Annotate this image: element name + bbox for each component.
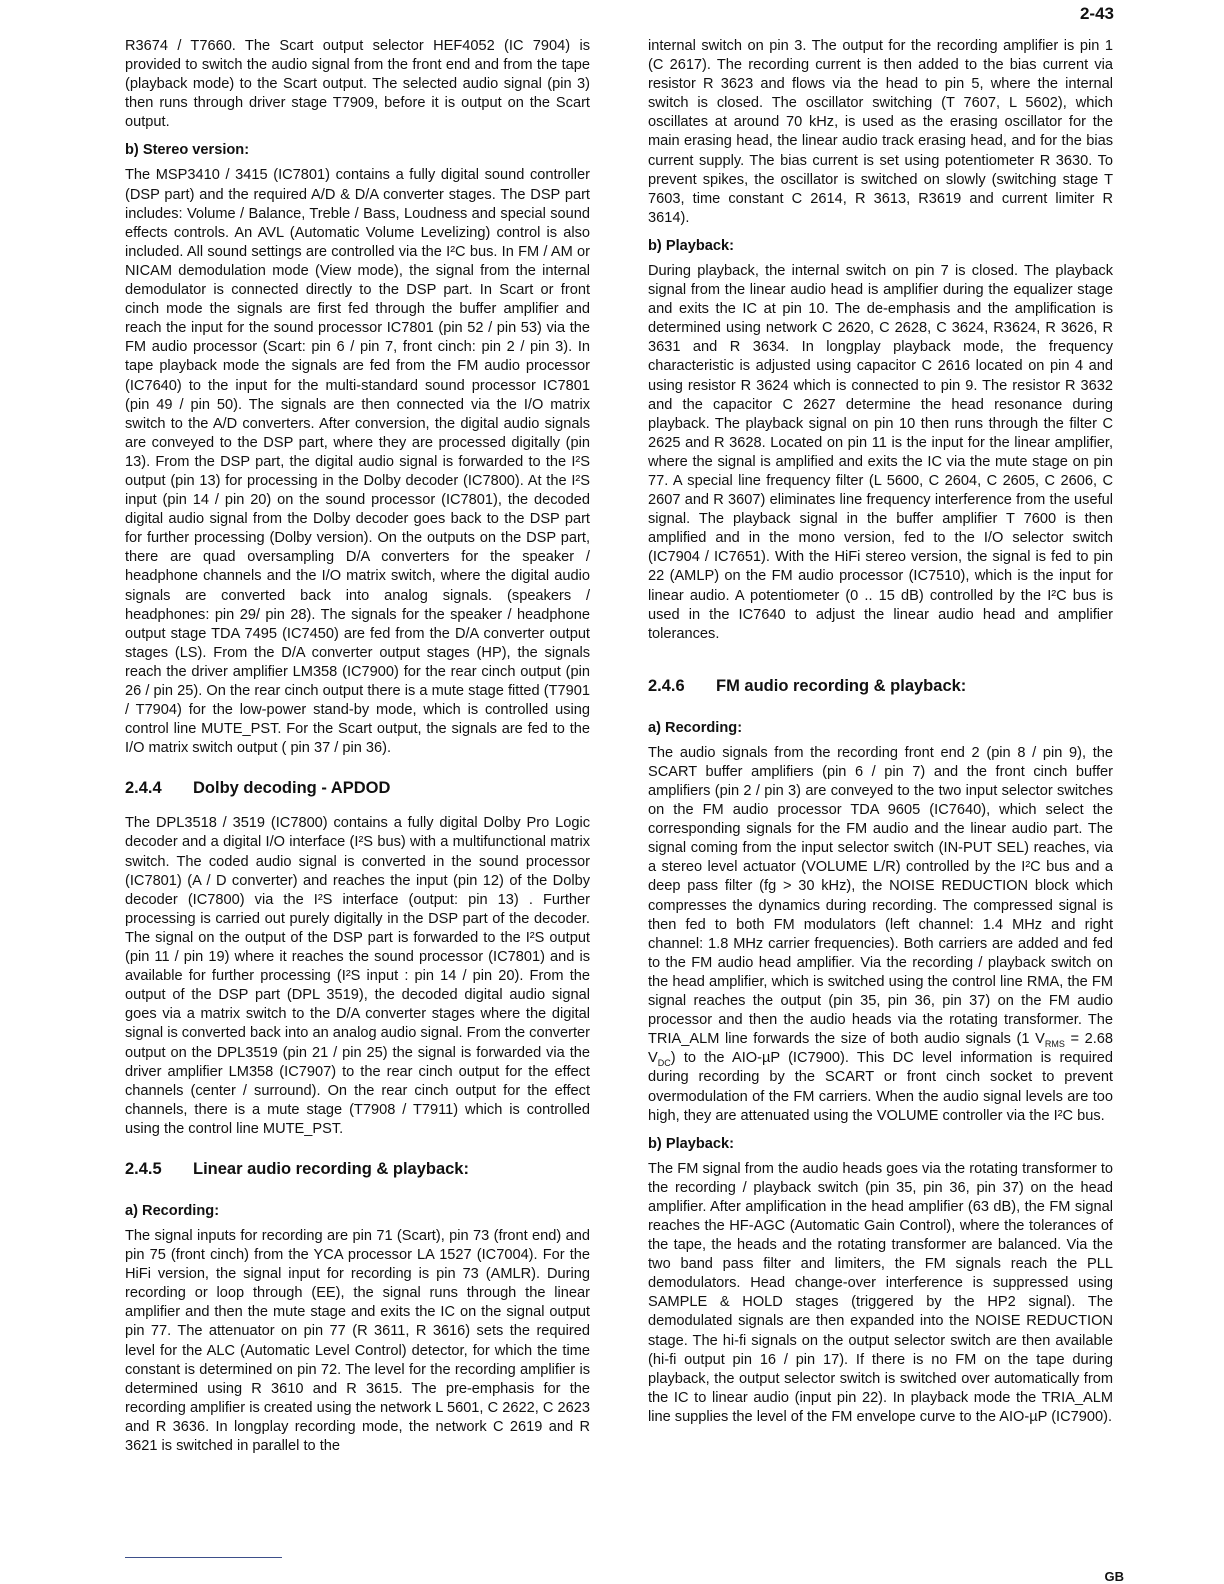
section-heading-2-4-4 bbox=[125, 778, 590, 799]
section-number: 2.4.5 bbox=[125, 1159, 162, 1178]
paragraph-fm-recording bbox=[648, 744, 1113, 1126]
left-column bbox=[125, 37, 590, 1456]
subscript-dc: DC bbox=[657, 1058, 671, 1069]
section-heading-2-4-5 bbox=[125, 1159, 590, 1180]
section-heading-2-4-6 bbox=[648, 676, 1113, 697]
paragraph-stereo-version: The MSP3410 / 3415 (IC7801) contains a fully digital sound controller (DSP part) and the required A/D & D/A converter stages. The DSP part includes: Volume / Balance, Treble / Bass, Loudness and special sound effects controls. An AVL (Automatic Volume Levelizing) control is also included. All sound settings are controlled via the I²C bus. In FM / AM or NICAM demodulation mode (View mode), the signal from the internal demodulator is connected directly to the DSP part. In Scart or front cinch mode the signals are first fed through the buffer amplifier and reach the input for the sound processor IC7801 (pin 52 / pin 53) via the FM audio processor (Scart: pin 6 / pin 7, front cinch: pin 2 / pin 3). In tape playback mode the signals are fed from the FM audio processor (IC7640) to the input for the multi-standard sound processor IC7801 (pin 49 / pin 50). The signals are then connected via the I/O matrix switch to the A/D converters. After conversion, the digital audio signals are conveyed to the DSP part, where they are processed digitally (pin 13). From the DSP part, the digital audio signal is forwarded to the I²S output (pin 13) for processing in the Dolby decoder (IC7800). At the I²S input (pin 14 / pin 20) on the sound processor (IC7801), the decoded digital audio signal from the Dolby decoder goes back to the DSP part for further processing (Dolby version). On the outputs on the DSP part, there are quad oversampling D/A converters for the speaker / headphone channels and the I/O matrix switch, where the digital audio signals are converted back into analog signals. (speakers / headphones: pin 29/ pin 28). The signals for the speaker / headphone output stage TDA 7495 (IC7450) are fed from the D/A converter output stages (LS). From the D/A converter output stages (HP), the signals reach the driver amplifier LM358 (IC7900) for the rear cinch output (pin 26 / pin 25). On the rear cinch output there is a mute stage fitted (T7901 / T7904) for the low-power stand-by mode, which is controlled using control line MUTE_PST. For the Scart output, the signals are fed to the I/O matrix switch output ( pin 37 / pin 36). bbox=[125, 167, 590, 757]
section-number: 2.4.6 bbox=[648, 676, 685, 695]
paragraph-linear-recording: The signal inputs for recording are pin 71 (Scart), pin 73 (front end) and pin 75 (front cinch) from the YCA processor LA 1527 (IC7004). For the HiFi version, the signal input for recording is pin 73 (AMLR). During recording or loop through (EE), the signal runs through the linear amplifier and then the mute stage and exits the IC on the signal output pin 77. The attenuator on pin 77 (R 3611, R 3616) sets the required level for the ALC (Automatic Level Control) detector, for which the time constant is determined on pin 72. The level for the recording amplifier is determined using R 3610 and R 3615. The pre-emphasis for the recording amplifier is created using the network L 5601, C 2622, C 2623 and R 3636. In longplay recording mode, the network C 2619 and R 3621 is switched in parallel to the bbox=[125, 1227, 590, 1454]
stereo-version-heading: b) Stereo version: bbox=[125, 142, 250, 159]
section-title: FM audio recording & playback: bbox=[716, 676, 967, 695]
section-title: Dolby decoding - APDOD bbox=[193, 779, 391, 798]
linear-recording-heading: a) Recording: bbox=[125, 1202, 220, 1219]
subscript-rms: RMS bbox=[1044, 1039, 1065, 1050]
section-number: 2.4.4 bbox=[125, 779, 162, 798]
right-column bbox=[648, 37, 1113, 1427]
fm-recording-equation: = 2.68 V bbox=[648, 1031, 1113, 1067]
section-title: Linear audio recording & playback: bbox=[193, 1159, 469, 1178]
footnote-divider bbox=[125, 1557, 282, 1558]
fm-recording-text: The audio signals from the recording front end 2 (pin 8 / pin 9), the SCART buffer amplifiers (pin 6 / pin 7) and the front cinch buffer amplifiers (pin 2 / pin 3) are conveyed to the two input selector switches on the FM audio processor TDA 9605 (IC7640), which select the corresponding signals for the FM audio and the linear audio part. The signal coming from the input selector switch (IN-PUT SEL) reaches, via a stereo level actuator (VOLUME L/R) controlled by the I²C bus and a deep pass filter (fg > 30 kHz), the NOISE REDUCTION block which compresses the dynamics during recording. The compressed signal is then fed to both FM modulators (left channel: 1.4 MHz and right channel: 1.8 MHz carrier frequencies). Both carriers are added and fed to the FM audio head amplifier. Via the recording / playback switch on the head amplifier, which is switched using the control line RMA, the FM signal reaches the output (pin 35, pin 36, pin 37) on the FM audio processor and then the audio heads via the rotating transformer. The TRIA_ALM line forwards the size of both audio signals (1 V bbox=[648, 744, 1113, 1048]
paragraph-linear-recording-continued: internal switch on pin 3. The output for the recording amplifier is pin 1 (C 2617). The recording current is then added to the bias current via resistor R 3623 and flows via the head to pin 5, where the internal switch is closed. The oscillator switching (T 7607, L 5602), which oscillates at around 70 kHz, is used as the erasing oscillator for the main erasing head, the linear audio track erasing head, and for the bias current supply. The bias current is set using potentiometer R 3630. To prevent spikes, the oscillator is switched on slowly (switching stage T 7603, time constant C 2614, R 3613, R3619 and current limiter R 3614). bbox=[648, 38, 1113, 226]
paragraph-linear-playback: During playback, the internal switch on pin 7 is closed. The playback signal from the linear audio head is amplifier during the equalizer stage and exits the IC at pin 10. The de-emphasis and the amplification is determined using network C 2620, C 2628, C 3624, R3624, R 3626, R 3631 and R 3634. In longplay playback mode, the frequency characteristic is adjusted using capacitor C 2616 located on pin 4 and using resistor R 3624 which is connected to pin 9. The resistor R 3632 and the capacitor C 2627 determine the head resonance during playback. The playback signal on pin 10 then runs through the filter C 2625 and R 3628. Located on pin 11 is the input for the linear amplifier, where the signal is amplified and exits the IC via the mute stage on pin 77. A special line frequency filter (L 5600, C 2604, C 2605, C 2606, C 2607 and R 3607) eliminates line frequency interference from the useful signal. The playback signal in the buffer amplifier T 7600 is then amplified and in the mono version, fed to the I/O selector switch (IC7904 / IC7651). With the HiFi stereo version, the signal is fed to pin 22 (AMLP) on the FM audio processor (IC7510), which is the input for linear audio. A potentiometer (0 .. 15 dB) controlled by the I²C bus is used in the IC7640 to adjust the linear audio head and amplifier tolerances. bbox=[648, 262, 1113, 642]
fm-recording-text-end: ) to the AIO-µP (IC7900). This DC level information is required during recording by the SCART or front cinch socket to prevent overmodulation of the FM carriers. When the audio signal levels are too high, they are attenuated using the VOLUME controller via the I²C bus. bbox=[648, 1050, 1113, 1124]
paragraph-fm-playback: The FM signal from the audio heads goes via the rotating transformer to the recording / playback switch (pin 35, pin 36, pin 37) on the head amplifier. After amplification in the head amplifier (63 dB), the FM signal reaches the HF-AGC (Automatic Gain Control), where the tolerances of the tape, the heads and the rotating transformer are balanced. Via the two band pass filter and limiters, the FM signals reach the PLL demodulators. Head change-over interference is suppressed using SAMPLE & HOLD stages (triggered by the HP2 signal). The demodulated signals are then expanded into the NOISE REDUCTION stage. The hi-fi signals on the output selector switch are then available (hi-fi output pin 16 / pin 17). If there is no FM on the tape during playback, the output selector switch is switched over automatically from the IC to linear audio (input pin 22). In playback mode the TRIA_ALM line supplies the level of the FM envelope curve to the AIO-µP (IC7900). bbox=[648, 1160, 1113, 1425]
paragraph-scart-output: R3674 / T7660. The Scart output selector HEF4052 (IC 7904) is provided to switch the audio signal from the front end and from the tape (playback mode) to the Scart output. The selected audio signal (pin 3) then runs through driver stage T7909, before it is output on the Scart output. bbox=[125, 38, 590, 131]
page-number: 2-43 bbox=[1079, 4, 1114, 23]
fm-recording-heading: a) Recording: bbox=[648, 719, 743, 736]
linear-playback-heading: b) Playback: bbox=[648, 237, 734, 254]
fm-playback-heading: b) Playback: bbox=[648, 1135, 734, 1152]
footer-language-code: GB bbox=[1104, 1569, 1124, 1584]
paragraph-dolby-decoding: The DPL3518 / 3519 (IC7800) contains a fully digital Dolby Pro Logic decoder and a digital I/O interface (I²S bus) with a multifunctional matrix switch. The coded audio signal is converted in the sound processor (IC7801) (A / D converter) and reaches the input (pin 12) of the Dolby decoder (IC7800) via the I²S interface (output: pin 13) . Further processing is carried out purely digitally in the DSP part of the decoder. The signal on the output of the DSP part is forwarded to the I²S output (pin 11 / pin 19) where it reaches the sound processor (IC7801) and is available for further processing (I²S input : pin 14 / pin 20). From the output of the DSP part (DPL 3519), the decoded digital audio signal goes via a matrix switch to the D/A converter stages where the digital signal is converted back into an analog audio signal. From the converter output on the DPL3519 (pin 21 / pin 25) the signal is forwarded via the driver amplifier LM358 (IC7907) to the rear cinch output for the effect channels (center / surround). On the rear cinch output for the effect channels, there is a mute stage (T7908 / T7911) which is controlled using the control line MUTE_PST. bbox=[125, 815, 590, 1137]
